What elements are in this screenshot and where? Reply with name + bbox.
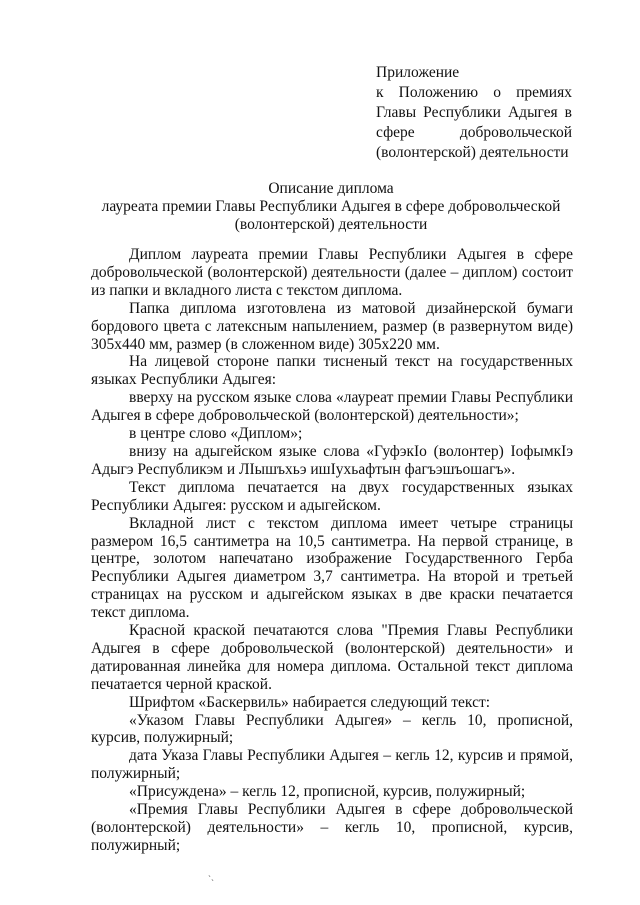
appendix-note — [376, 63, 572, 163]
heading-title: Описание диплома — [268, 180, 394, 197]
paragraph: Шрифтом «Баскервиль» набирается следующий текст: — [129, 693, 491, 711]
heading-subtitle-line2: (волонтерской) деятельности — [234, 216, 428, 233]
paragraph: Диплом лауреата премии Главы Республики Адыгея в сфере добровольческой (волонтерской) деятельности (далее – диплом) состоит из папки и вкладного листа с текстом диплома. — [91, 246, 573, 299]
document-body — [91, 246, 573, 855]
scan-mark: ˋ˴ — [208, 874, 214, 884]
document-heading — [90, 180, 572, 234]
paragraph: Красной краской печатаются слова "Премия Главы Республики Адыгея в сфере добровольческой (волонтерской) деятельности» и датированная линейка для номера диплома. Остальной текст диплома печатается черной краской. — [91, 622, 573, 693]
paragraph: в центре слово «Диплом»; — [129, 425, 303, 443]
paragraph: На лицевой стороне папки тисненый текст на государственных языках Республики Адыгея: — [91, 353, 573, 389]
paragraph: внизу на адыгейском языке слова «ГуфэкIо (волонтер) IофымкIэ Адыгэ Республикэм и ЛIышъхьэ ишIухьафтын фагъэшъошагъ». — [91, 442, 573, 478]
paragraph: «Указом Главы Республики Адыгея» – кегль 10, прописной, курсив, полужирный; — [91, 711, 573, 747]
appendix-reference: к Положению о премиях Главы Республики Адыгея в сфере добровольческой (волонтерской) деятельности — [376, 84, 572, 161]
paragraph: вверху на русском языке слова «лауреат премии Главы Республики Адыгея в сфере добровольческой (волонтерской) деятельности»; — [91, 389, 573, 425]
appendix-title: Приложение — [376, 64, 460, 81]
paragraph: Папка диплома изготовлена из матовой дизайнерской бумаги бордового цвета с латексным напылением, размер (в развернутом виде) 305х440 мм, размер (в сложенном виде) 305х220 мм. — [91, 299, 573, 353]
paragraph: «Присуждена» – кегль 12, прописной, курсив, полужирный; — [129, 783, 526, 801]
paragraph: «Премия Главы Республики Адыгея в сфере добровольческой (волонтерской) деятельности» – кегль 10, прописной, курсив, полужирный; — [91, 801, 573, 854]
paragraph: Текст диплома печатается на двух государственных языках Республики Адыгея: русском и адыгейском. — [91, 478, 573, 514]
paragraph: Вкладной лист с текстом диплома имеет четыре страницы размером 16,5 сантиметра на 10,5 сантиметра. На первой странице, в центре, золотом напечатано изображение Государственного Герба Республики Адыгея диаметром 3,7 сантиметра. На второй и третьей страницах на русском и адыгейском языках в две краски печатается текст диплома. — [91, 514, 573, 622]
paragraph: дата Указа Главы Республики Адыгея – кегль 12, курсив и прямой, полужирный; — [91, 747, 573, 783]
heading-subtitle-line1: лауреата премии Главы Республики Адыгея в сфере добровольческой — [101, 198, 561, 215]
